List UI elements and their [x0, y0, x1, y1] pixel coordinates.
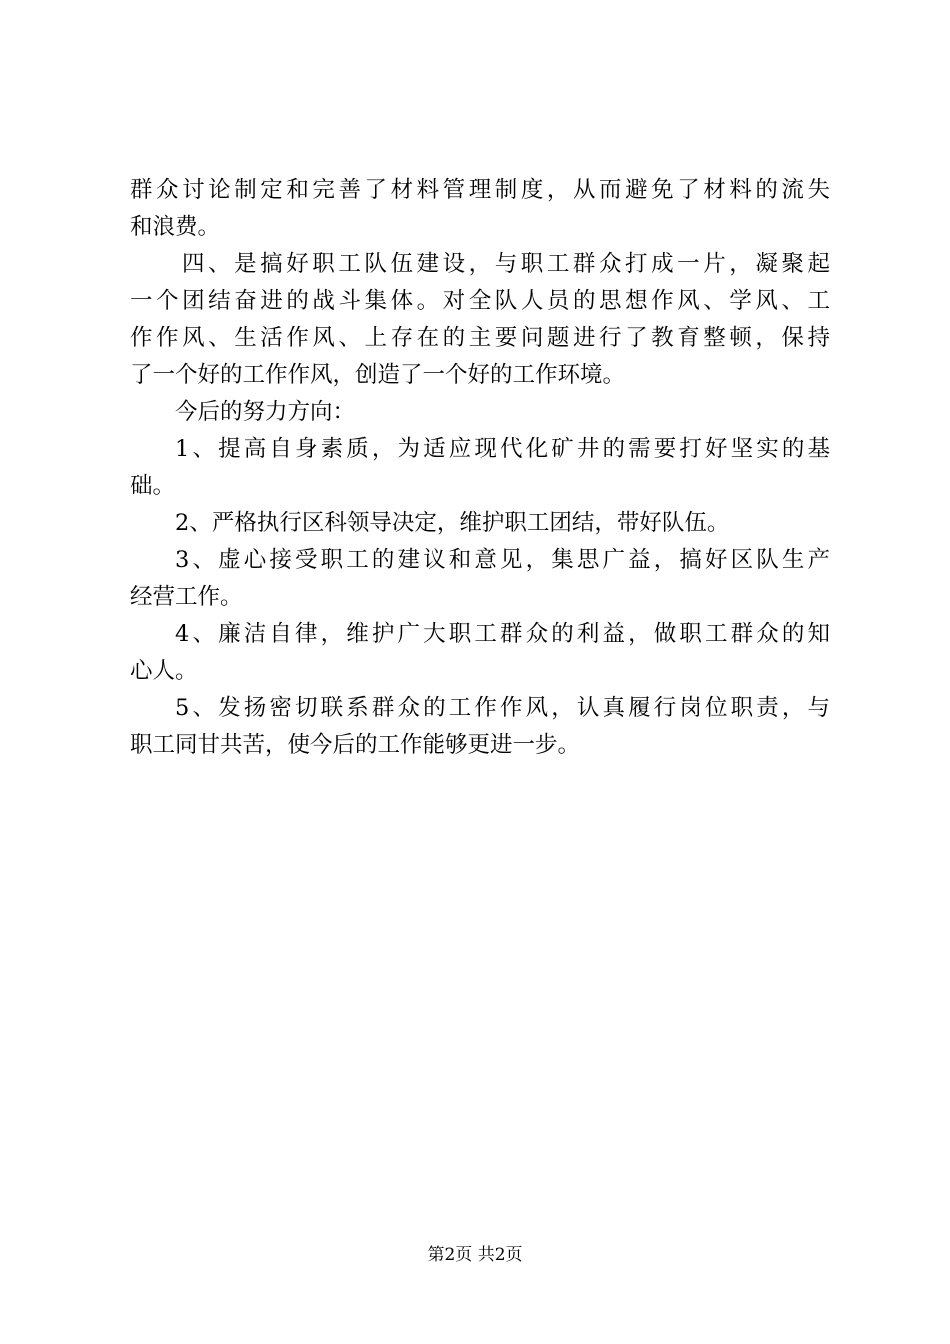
text-line: 4、廉洁自律，维护广大职工群众的利益，做职工群众的知 — [175, 621, 830, 647]
text-line: 四、是搞好职工队伍建设，与职工群众打成一片，凝聚起 — [182, 251, 830, 277]
text-line: 一个团结奋进的战斗集体。对全队人员的思想作风、学风、工 — [130, 288, 830, 314]
text-line: 5、发扬密切联系群众的工作作风，认真履行岗位职责，与 — [175, 695, 830, 721]
text-line: 础。 — [130, 473, 176, 499]
text-line: 今后的努力方向： — [175, 399, 356, 425]
text-line: 作作风、生活作风、上存在的主要问题进行了教育整顿，保持 — [130, 325, 830, 351]
text-line: 1、提高自身素质，为适应现代化矿井的需要打好坚实的基 — [175, 436, 830, 462]
page-number-footer: 第2页 共2页 — [427, 1245, 523, 1265]
text-line: 和浪费。 — [130, 214, 221, 240]
text-line: 了一个好的工作作风，创造了一个好的工作环境。 — [130, 362, 626, 388]
text-line: 3、虚心接受职工的建议和意见，集思广益，搞好区队生产 — [175, 547, 830, 573]
text-line: 心人。 — [130, 658, 198, 684]
text-line: 经营工作。 — [130, 584, 243, 610]
text-line: 群众讨论制定和完善了材料管理制度，从而避免了材料的流失 — [130, 177, 830, 203]
text-line: 职工同甘共苦，使今后的工作能够更进一步。 — [130, 732, 581, 758]
document-body — [130, 172, 830, 764]
text-line: 2、严格执行区科领导决定，维护职工团结，带好队伍。 — [175, 510, 730, 536]
